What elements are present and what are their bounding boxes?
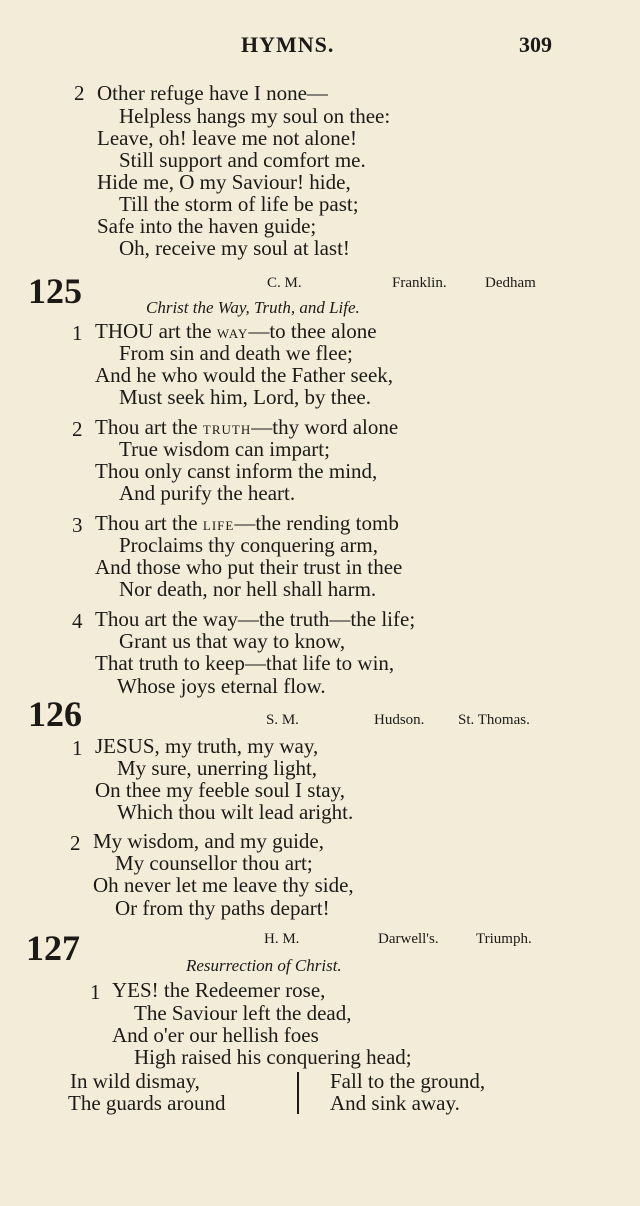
verse-number: 1 <box>72 736 83 760</box>
verse-line: Hide me, O my Saviour! hide, <box>97 170 351 194</box>
verse-line: And purify the heart. <box>119 481 296 505</box>
verse-line: JESUS, my truth, my way, <box>95 734 319 758</box>
verse-line: Nor death, nor hell shall harm. <box>119 577 377 601</box>
verse-line: My wisdom, and my guide, <box>93 829 324 853</box>
verse-line: Helpless hangs my soul on thee: <box>119 104 391 128</box>
verse-number: 2 <box>70 831 81 855</box>
verse-line: Safe into the haven guide; <box>97 214 317 238</box>
verse-line-right: Fall to the ground, <box>330 1069 486 1093</box>
hymn-meter: H. M. <box>264 931 300 947</box>
verse-line: Thou art the truth—thy word alone <box>95 415 399 439</box>
page-number: 309 <box>519 32 552 57</box>
verse-line: On thee my feeble soul I stay, <box>95 778 345 802</box>
verse-number: 1 <box>90 980 101 1004</box>
verse-number: 2 <box>72 417 83 441</box>
verse-line: Or from thy paths depart! <box>115 896 330 920</box>
verse-line-right: And sink away. <box>330 1091 460 1115</box>
verse-line: From sin and death we flee; <box>119 341 353 365</box>
hymn-meter: S. M. <box>266 712 299 728</box>
verse-line: YES! the Redeemer rose, <box>112 978 326 1002</box>
hymn-tune: Dedham <box>485 275 536 291</box>
verse-line: Other refuge have I none— <box>97 81 328 105</box>
verse-line-left: The guards around <box>68 1091 226 1115</box>
verse-line: Oh never let me leave thy side, <box>93 873 354 897</box>
verse-line: My sure, unerring light, <box>117 756 318 780</box>
verse-line: And he who would the Father seek, <box>95 363 394 387</box>
verse-line: Till the storm of life be past; <box>119 192 359 216</box>
verse-line-left: In wild dismay, <box>70 1069 200 1093</box>
verse-line: Thou only canst inform the mind, <box>95 459 378 483</box>
hymn-number: 126 <box>28 694 82 734</box>
verse-number: 3 <box>72 513 83 537</box>
hymn-number: 127 <box>26 928 80 968</box>
running-header: HYMNS. <box>241 32 335 57</box>
verse-line: True wisdom can impart; <box>119 437 330 461</box>
verse-line: And o'er our hellish foes <box>112 1023 319 1047</box>
hymn-author: Darwell's. <box>378 931 439 947</box>
verse-line: Must seek him, Lord, by thee. <box>119 385 371 409</box>
verse-line: And those who put their trust in thee <box>95 555 403 579</box>
verse-line: The Saviour left the dead, <box>134 1001 352 1025</box>
verse-number: 2 <box>74 81 85 105</box>
verse-number: 4 <box>72 609 83 633</box>
hymn-tune: Triumph. <box>476 931 532 947</box>
verse-line: My counsellor thou art; <box>115 851 313 875</box>
verse-line: Whose joys eternal flow. <box>117 674 326 698</box>
hymn-meter: C. M. <box>267 275 302 291</box>
verse-line: THOU art the way—to thee alone <box>95 319 377 343</box>
verse-line: Leave, oh! leave me not alone! <box>97 126 358 150</box>
verse-line: Proclaims thy conquering arm, <box>119 533 378 557</box>
hymn-tune: St. Thomas. <box>458 712 530 728</box>
verse-line: That truth to keep—that life to win, <box>95 651 395 675</box>
verse-line: Still support and comfort me. <box>119 148 366 172</box>
column-divider <box>297 1072 299 1114</box>
hymn-title: Christ the Way, Truth, and Life. <box>146 298 360 317</box>
verse-line: High raised his conquering head; <box>134 1045 412 1069</box>
verse-line: Oh, receive my soul at last! <box>119 236 350 260</box>
verse-line: Which thou wilt lead aright. <box>117 800 354 824</box>
verse-line: Thou art the life—the rending tomb <box>95 511 399 535</box>
hymn-title: Resurrection of Christ. <box>186 956 342 975</box>
verse-line: Thou art the way—the truth—the life; <box>95 607 416 631</box>
hymn-number: 125 <box>28 271 82 311</box>
hymn-author: Hudson. <box>374 712 425 728</box>
verse-number: 1 <box>72 321 83 345</box>
verse-line: Grant us that way to know, <box>119 629 346 653</box>
hymn-author: Franklin. <box>392 275 447 291</box>
